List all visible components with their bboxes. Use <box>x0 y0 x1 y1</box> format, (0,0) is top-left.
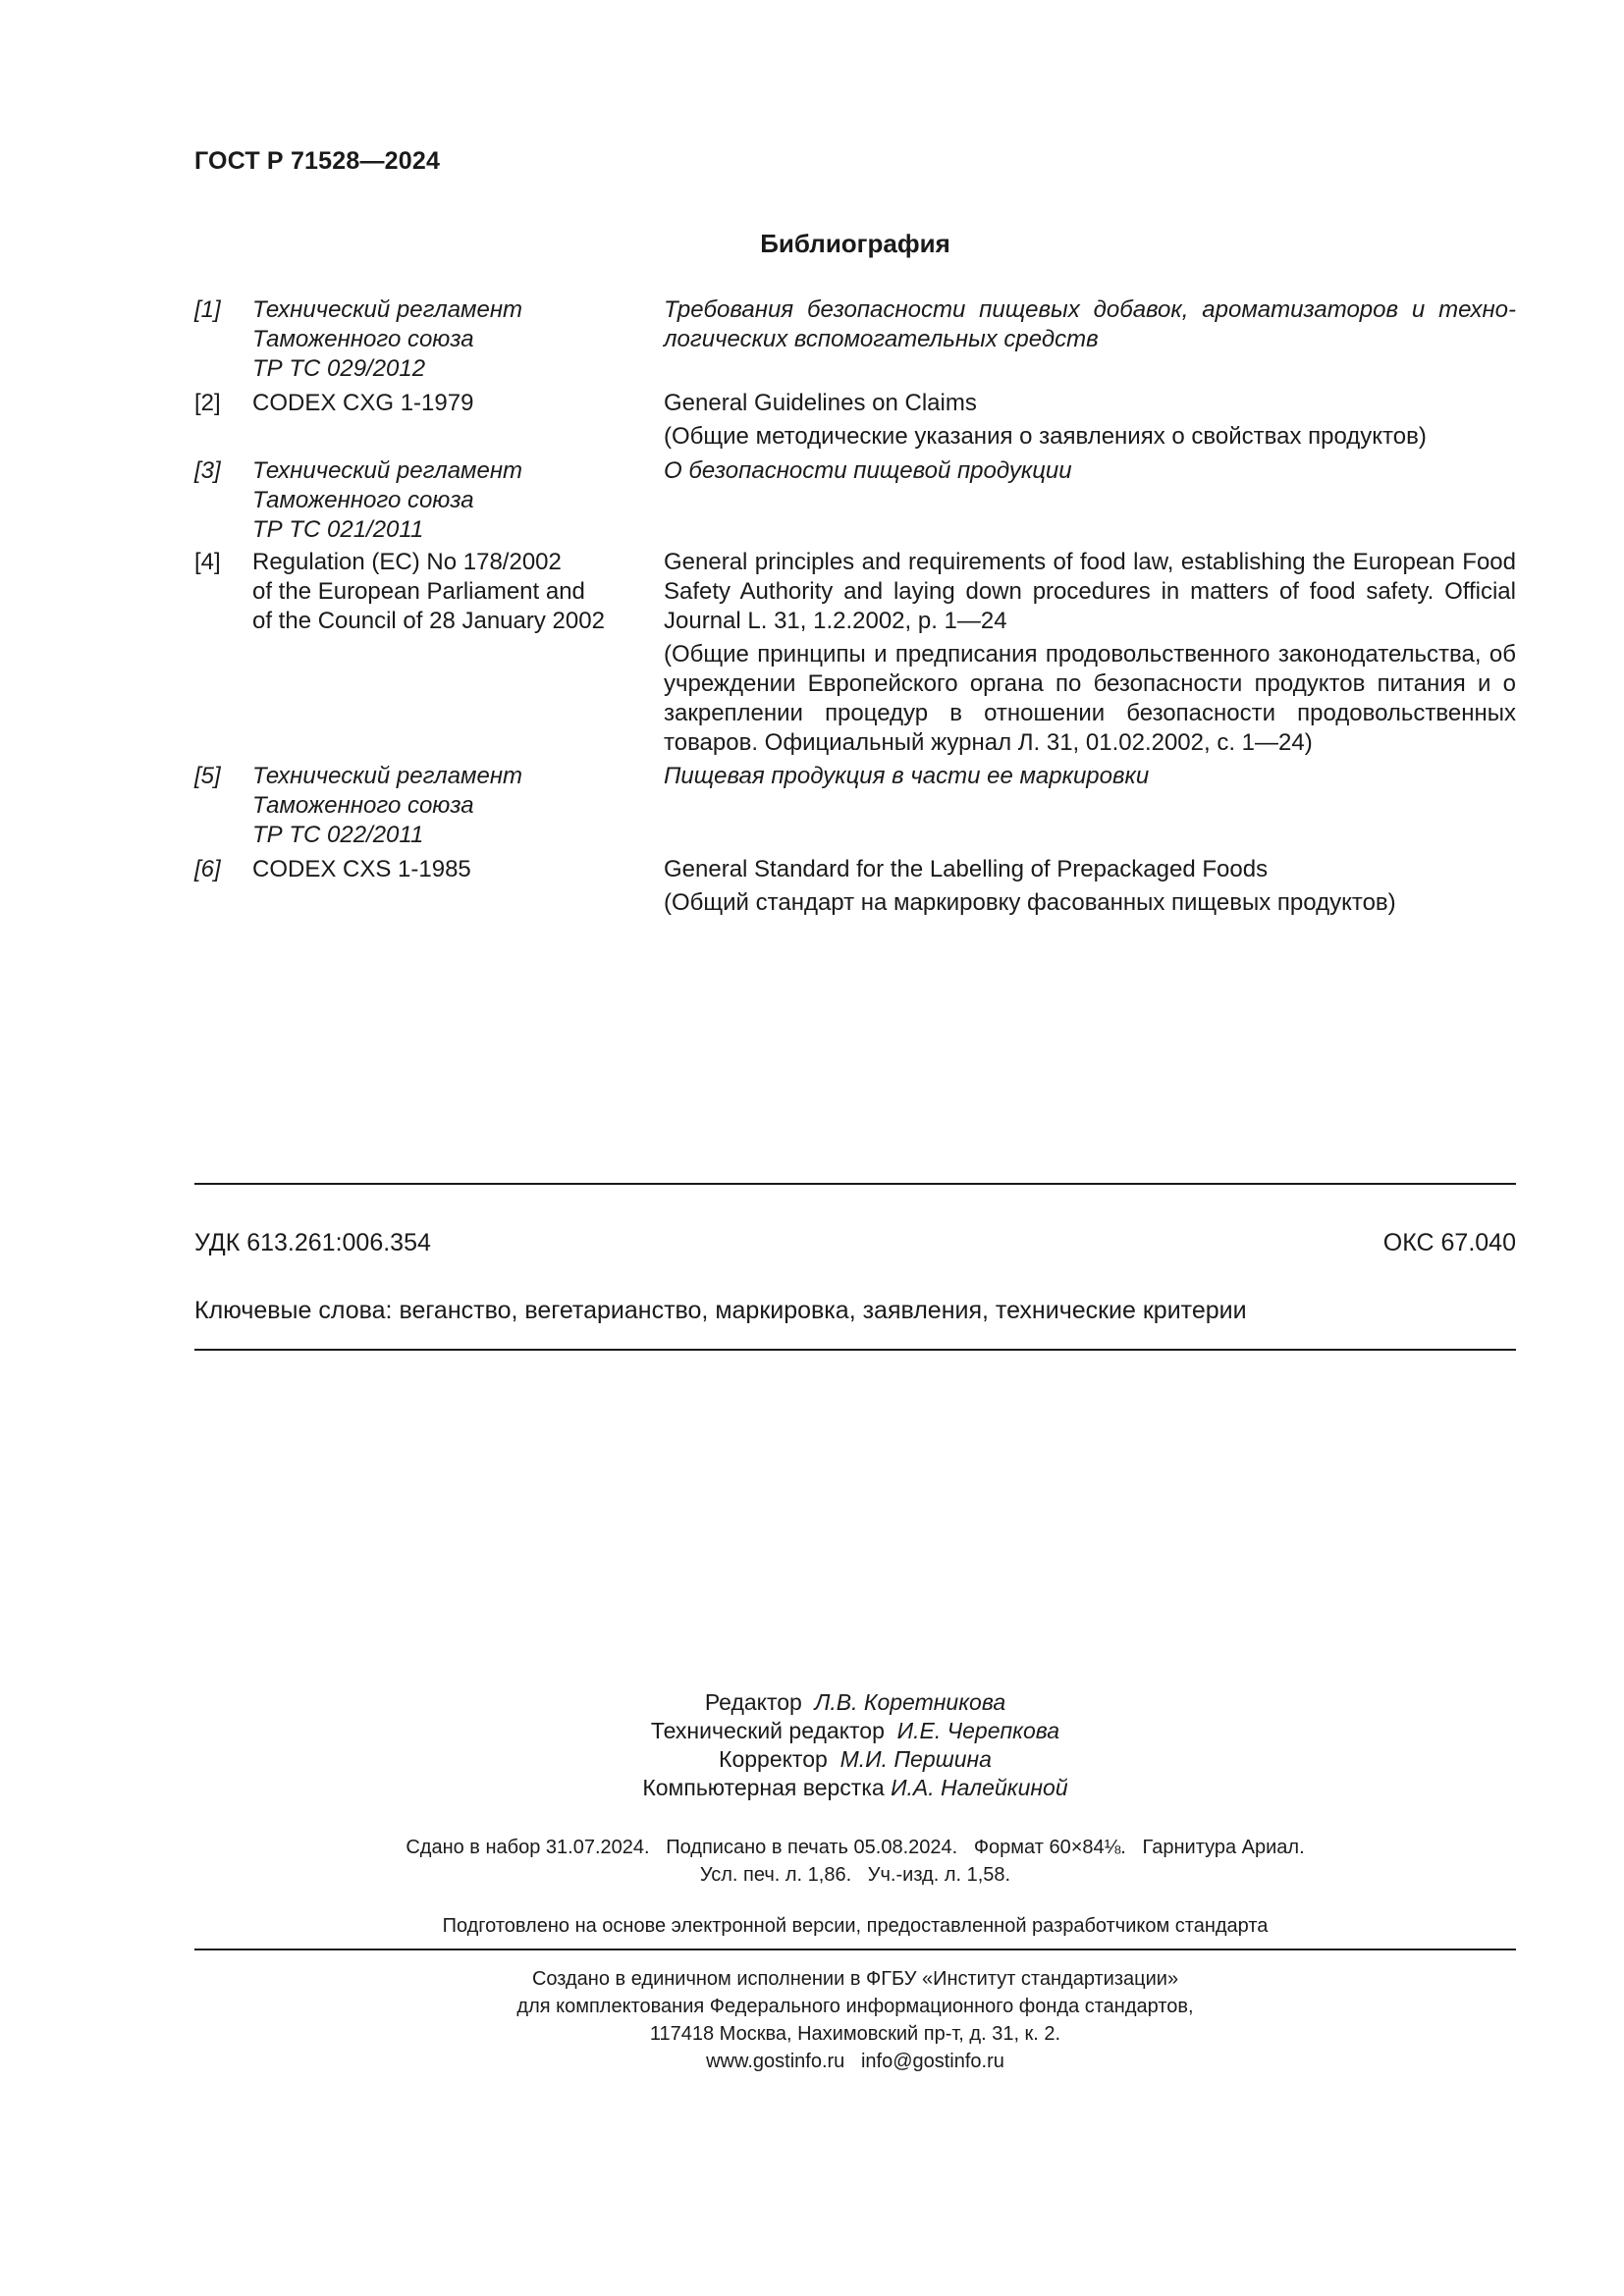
bibliography-entry-3 <box>194 456 1516 547</box>
reference-number: [3] <box>194 457 221 484</box>
publisher-line: 117418 Москва, Нахимовский пр-т, д. 31, к. 2. <box>649 2023 1061 2045</box>
reference-title-text: General Standard for the Labelling of Prepackaged Foods <box>664 856 1269 882</box>
reference-title-text: General Guidelines on Claims <box>664 390 977 416</box>
keywords-line: Ключевые слова: веганство, вегетарианство, маркировка, заявления, технические критерии <box>194 1297 1247 1324</box>
reference-source-line: Таможенного союза <box>252 792 474 819</box>
bibliography-title: Библиография <box>760 229 950 258</box>
reference-source <box>252 855 645 884</box>
section-divider-top <box>194 1183 1516 1185</box>
reference-source-line: Таможенного союза <box>252 326 474 352</box>
reference-source-line: Таможенного союза <box>252 487 474 513</box>
credit-role: Технический редактор <box>650 1718 885 1743</box>
section-divider-bottom <box>194 1349 1516 1351</box>
reference-source-line: ТР ТС 029/2012 <box>252 355 426 382</box>
credit-role: Редактор <box>704 1689 802 1715</box>
reference-translation: (Общие принципы и предписания продовольственного законодательства, об учреждении Европейского органа по безопасности продуктов питания и о закреплении процедур в отношении безопасности продовольственных товаров. Официальный журнал Л. 31, 01.02.2002, с. 1—24) <box>664 641 1516 756</box>
bibliography-entry-4 <box>194 548 1516 764</box>
reference-source-line: Технический регламент <box>252 763 523 789</box>
reference-title-text: Требования безопасности пищевых добавок, ароматизаторов и техно-логических вспомогательных средств <box>664 296 1516 352</box>
credit-role: Корректор <box>719 1746 828 1772</box>
publisher-line: для комплектования Федерального информационного фонда стандартов, <box>516 1996 1194 2017</box>
reference-source <box>252 548 645 636</box>
reference-source <box>252 762 645 850</box>
reference-title <box>664 295 1516 354</box>
bibliography-entry-6 <box>194 855 1516 918</box>
udc-code: УДК 613.261:006.354 <box>194 1229 431 1256</box>
reference-title-text: Пищевая продукция в части ее маркировки <box>664 763 1150 789</box>
prepared-note: Подготовлено на основе электронной версии, предоставленной разработчиком стандарта <box>442 1915 1269 1937</box>
reference-title <box>664 762 1516 791</box>
reference-number: [1] <box>194 296 221 323</box>
reference-source-line: of the European Parliament and <box>252 578 585 605</box>
reference-source <box>252 389 645 418</box>
reference-source-line: CODEX CXG 1-1979 <box>252 390 474 416</box>
reference-source-line: ТР ТС 022/2011 <box>252 822 424 848</box>
imprint-line: Сдано в набор 31.07.2024. Подписано в печать 05.08.2024. Формат 60×84⅛. Гарнитура Ариал. <box>406 1837 1305 1858</box>
reference-source-line: Технический регламент <box>252 457 523 484</box>
reference-number: [4] <box>194 549 221 575</box>
reference-source-line: Технический регламент <box>252 296 523 323</box>
publisher-contacts: www.gostinfo.ru info@gostinfo.ru <box>706 2051 1004 2072</box>
oks-code: ОКС 67.040 <box>1382 1229 1516 1256</box>
credit-person: И.А. Налейкиной <box>891 1775 1068 1800</box>
credit-person: М.И. Першина <box>839 1746 992 1772</box>
reference-title <box>664 855 1516 918</box>
reference-number: [2] <box>194 390 221 416</box>
bibliography-entry-1 <box>194 295 1516 386</box>
reference-title-text: General principles and requirements of food law, establishing the European Food Safety Authority and laying down procedures in matters of food safety. Official Journal L. 31, 1.2.2002, p. 1—24 <box>664 549 1516 634</box>
reference-number: [6] <box>194 856 221 882</box>
reference-translation: (Общие методические указания о заявлениях о свойствах продуктов) <box>664 423 1427 450</box>
bibliography-entry-2 <box>194 389 1516 452</box>
reference-title-text: О безопасности пищевой продукции <box>664 457 1072 484</box>
publisher-block <box>194 1965 1516 2075</box>
credit-editor <box>194 1688 1516 1717</box>
imprint-block <box>194 1834 1516 1889</box>
reference-translation: (Общий стандарт на маркировку фасованных пищевых продуктов) <box>664 889 1396 916</box>
reference-source-line: CODEX CXS 1-1985 <box>252 856 471 882</box>
reference-source <box>252 456 645 545</box>
publisher-line: Создано в единичном исполнении в ФГБУ «Институт стандартизации» <box>531 1968 1179 1990</box>
reference-source-line: Regulation (EC) No 178/2002 <box>252 549 562 575</box>
reference-source <box>252 295 645 384</box>
reference-number: [5] <box>194 763 221 789</box>
credit-person: И.Е. Черепкова <box>896 1718 1060 1743</box>
credit-technical-editor <box>194 1717 1516 1745</box>
reference-title <box>664 456 1516 486</box>
reference-source-line: of the Council of 28 January 2002 <box>252 608 605 634</box>
credit-proofreader <box>194 1745 1516 1774</box>
imprint-line: Усл. печ. л. 1,86. Уч.-изд. л. 1,58. <box>699 1864 1011 1886</box>
reference-title <box>664 548 1516 758</box>
credit-role: Компьютерная верстка <box>642 1775 885 1800</box>
reference-title <box>664 389 1516 452</box>
credit-person: Л.В. Коретникова <box>814 1689 1006 1715</box>
credit-layout <box>194 1774 1516 1802</box>
reference-source-line: ТР ТС 021/2011 <box>252 516 424 543</box>
publisher-divider <box>194 1949 1516 1950</box>
credits-block <box>194 1688 1516 1802</box>
standard-number: ГОСТ Р 71528—2024 <box>194 147 441 175</box>
bibliography-entry-5 <box>194 762 1516 852</box>
